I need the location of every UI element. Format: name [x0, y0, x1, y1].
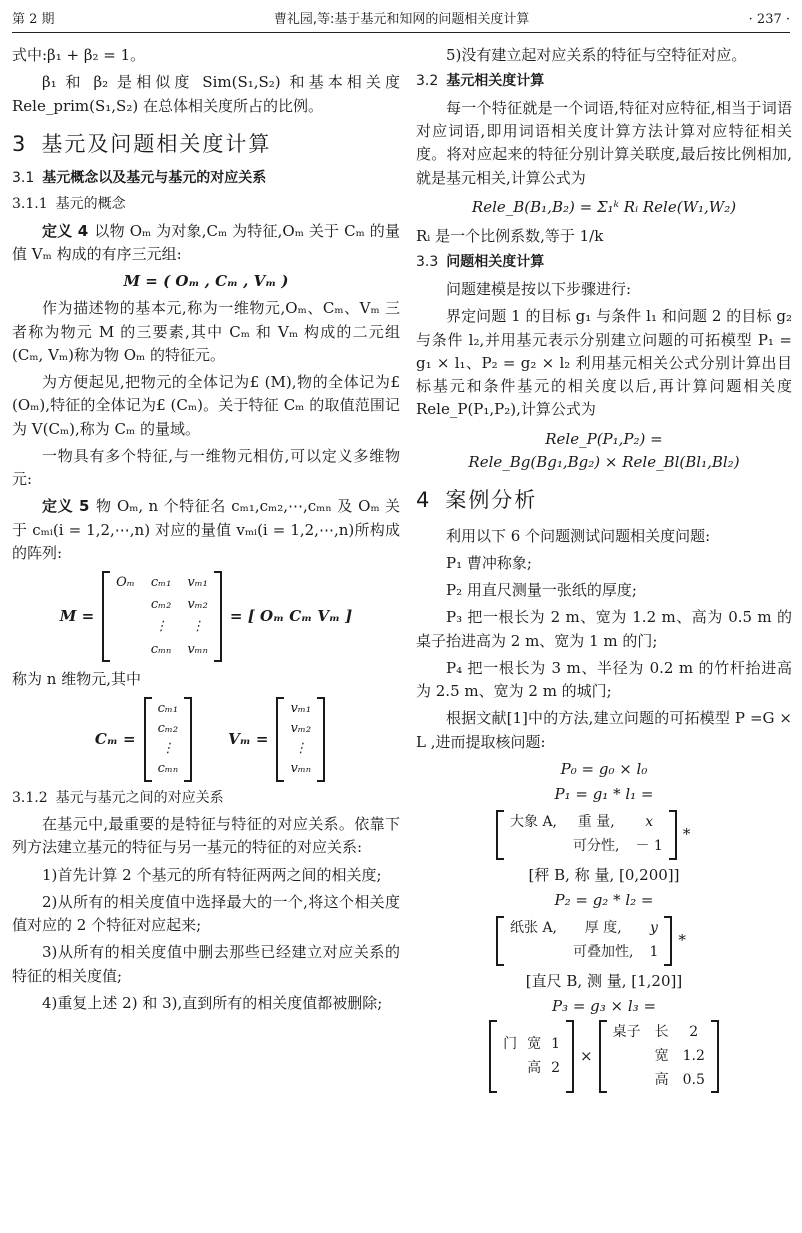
case-item: P₃ 把一根长为 2 m、宽为 1.2 m、高为 0.5 m 的桌子抬进高为 2 m、宽为 1 m 的门; — [416, 608, 792, 650]
matrix-cell: vₘₙ — [187, 641, 208, 657]
equation-P3: P₃ = g₃ × l₃ = — [551, 996, 657, 1015]
matrix-cell: vₘ₂ — [187, 597, 208, 613]
step-item: 3)从所有的相关度值中删去那些已经建立对应关系的特征的相关度值; — [12, 943, 400, 985]
vector-cell: cₘ₂ — [157, 721, 179, 737]
right-bracket — [317, 697, 325, 782]
right-column — [416, 44, 792, 1099]
matrix-cell: cₘₙ — [150, 641, 172, 657]
matrix-lhs: M = — [59, 606, 95, 625]
block-cell: 重 量, — [577, 814, 615, 831]
block-cell: y — [649, 920, 658, 937]
block-cell: 2 — [551, 1059, 561, 1076]
block-cell: 高 — [527, 1059, 542, 1076]
paragraph: 在基元中,最重要的是特征与特征的对应关系。依靠下列方法建立基元的特征与另一基元的特征的对应关系: — [12, 815, 400, 857]
subsection-number: 3.3 — [416, 254, 439, 271]
subsubsection-heading-3-1-2 — [12, 788, 400, 810]
paragraph: 问题建模是按以下步骤进行: — [446, 280, 632, 299]
block-cell: 0.5 — [682, 1071, 705, 1088]
block-cell — [510, 942, 557, 964]
matrix-cell — [116, 640, 135, 660]
left-bracket — [496, 810, 504, 859]
definition-label: 定义 5 — [42, 497, 90, 516]
paragraph: 一物具有多个特征,与一维物元相仿,可以定义多维物元: — [12, 446, 400, 489]
table-block — [607, 1020, 711, 1093]
block-cell: 高 — [654, 1071, 669, 1088]
vector-cell: ⋮ — [294, 741, 308, 757]
matrix-cell: cₘ₁ — [150, 575, 172, 591]
left-bracket — [144, 697, 152, 782]
matrix-cell: Oₘ — [116, 575, 135, 591]
matrix-rhs: = [ Oₘ Cₘ Vₘ ] — [229, 606, 353, 625]
matrix-cell — [116, 595, 135, 615]
times-operator: × — [580, 1047, 593, 1066]
matrix-cell: vₘ₁ — [187, 575, 208, 591]
basic-element-block-3 — [416, 1020, 792, 1093]
block-cell: 宽 — [654, 1047, 669, 1064]
right-bracket — [214, 571, 222, 662]
case-item: P₁ 曹冲称象; — [446, 553, 532, 572]
equation-P2: P₂ = g₂ * l₂ = — [554, 891, 654, 910]
matrix-cell: cₘ₂ — [150, 597, 172, 613]
subsubsection-heading-3-1-1 — [12, 194, 400, 216]
paragraph: 为方便起见,把物元的全体记为£ (M),物的全体记为£ (Oₘ),特征的全体记为£ (Cₘ)。关于特征 Cₘ 的取值范围记为 V(Cₘ),称为 Cₘ 的量域。 — [12, 373, 400, 438]
subsection-heading-3-2 — [416, 71, 792, 93]
paragraph: 每一个特征就是一个词语,特征对应特征,相当于词语对应词语,即用词语相关度计算方法计算对应特征相关度。将对应起来的特征分别计算关联度,最后按比例相加,就是基元相关,计算公式为 — [416, 98, 792, 187]
definition-text: 以物 Oₘ 为对象,Cₘ 为特征,Oₘ 关于 Cₘ 的量值 Vₘ 构成的有序三元组: — [12, 221, 400, 263]
paragraph: 称为 n 维物元,其中 — [12, 669, 141, 688]
step-item: 2)从所有的相关度值中选择最大的一个,将这个相关度值对应的 2 个特征对应起来; — [12, 892, 400, 935]
paragraph: 根据文献[1]中的方法,建立问题的可拓模型 P =G × L ,进而提取核问题: — [416, 709, 792, 751]
block-cell: 1 — [649, 943, 659, 960]
vector-C-lhs: Cₘ = — [94, 729, 136, 748]
section-heading-3 — [12, 128, 400, 161]
formula-rele-P-lhs: Rele_P(P₁,P₂) = — [545, 429, 663, 448]
block-cell: 大象 A, — [510, 814, 558, 831]
left-bracket — [599, 1020, 607, 1093]
block-cell — [613, 1046, 641, 1068]
subsection-title: 问题相关度计算 — [446, 254, 545, 271]
subsubsection-title: 基元与基元之间的对应关系 — [55, 789, 224, 806]
step-item: 4)重复上述 2) 和 3),直到所有的相关度值都被删除; — [42, 993, 383, 1012]
section-number: 3 — [12, 131, 28, 156]
block-cell: 纸张 A, — [510, 920, 558, 937]
equation-P0: P₀ = g₀ × l₀ — [560, 759, 648, 778]
vector-cell: cₘₙ — [157, 761, 179, 777]
left-column — [12, 44, 400, 1019]
star-operator: * — [678, 931, 686, 950]
block-body — [504, 916, 664, 965]
subsubsection-number: 3.1.2 — [12, 789, 48, 806]
vectors-C-V — [12, 697, 400, 782]
basic-element-line-1: [秤 B, 称 量, [0,200]] — [528, 865, 680, 884]
subsection-title: 基元相关度计算 — [446, 73, 545, 90]
basic-element-block-1 — [496, 810, 792, 859]
matrix-cell: ⋮ — [191, 619, 205, 635]
left-bracket — [276, 697, 284, 782]
subsubsection-title: 基元的概念 — [55, 195, 126, 212]
block-cell — [613, 1070, 641, 1092]
star-operator: * — [682, 825, 691, 844]
block-cell: x — [645, 814, 654, 831]
step-item: 5)没有建立起对应关系的特征与空特征对应。 — [446, 46, 747, 64]
formula-rele-P-rhs: Rele_Bg(Bg₁,Bg₂) × Rele_Bl(Bl₁,Bl₂) — [468, 452, 740, 471]
step-item: 1)首先计算 2 个基元的所有特征两两之间的相关度; — [42, 865, 382, 884]
right-bracket — [711, 1020, 719, 1093]
vector-V-lhs: Vₘ = — [228, 729, 269, 748]
paragraph: Rᵢ 是一个比例系数,等于 1/k — [416, 227, 604, 246]
block-cell: 厚 度, — [584, 920, 622, 937]
right-bracket — [669, 810, 677, 859]
running-header — [12, 8, 790, 33]
block-cell: 长 — [654, 1024, 669, 1041]
paragraph: β₁ 和 β₂ 是相似度 Sim(S₁,S₂) 和基本相关度 Rele_prim(S₁,S₂) 在总体相关度所占的比例。 — [12, 73, 400, 115]
matrix-M — [12, 571, 400, 662]
matrix-body — [110, 571, 214, 662]
block-cell: 桌子 — [612, 1024, 641, 1041]
left-bracket — [489, 1020, 497, 1093]
vector-cell: vₘₙ — [290, 761, 312, 777]
matrix-cell: ⋮ — [154, 619, 168, 635]
vector-C — [152, 697, 185, 782]
vector-V — [284, 697, 317, 782]
paragraph: 作为描述物的基本元,称为一维物元,Oₘ、Cₘ、Vₘ 三者称为物元 M 的三要素,其中 Cₘ 和 Vₘ 构成的二元组(Cₘ, Vₘ)称为物 Oₘ 的特征元。 — [12, 299, 400, 364]
equation-P1: P₁ = g₁ * l₁ = — [554, 785, 654, 804]
vector-cell: vₘ₂ — [290, 721, 312, 737]
left-bracket — [102, 571, 110, 662]
block-cell: 门 — [503, 1036, 518, 1053]
block-body — [504, 810, 669, 859]
block-cell: 可叠加性, — [573, 943, 634, 960]
block-cell: － 1 — [635, 838, 663, 855]
definition-text: 物 Oₘ, n 个特征名 cₘ₁,cₘ₂,⋯,cₘₙ 及 Oₘ 关于 cₘᵢ(i = 1,2,⋯,n) 对应的量值 vₘᵢ(i = 1,2,⋯,n)所构成的阵列: — [12, 497, 400, 562]
subsubsection-number: 3.1.1 — [12, 195, 48, 212]
basic-element-block-2 — [496, 916, 792, 965]
vector-cell: cₘ₁ — [157, 700, 179, 716]
section-title: 案例分析 — [445, 488, 538, 513]
formula-rele-B: Rele_B(B₁,B₂) = Σ₁ᵏ Rᵢ Rele(W₁,W₂) — [471, 197, 737, 216]
right-bracket — [664, 916, 672, 965]
paragraph: 利用以下 6 个问题测试问题相关度问题: — [446, 526, 711, 545]
case-item: P₂ 用直尺测量一张纸的厚度; — [446, 581, 637, 600]
section-number: 4 — [416, 488, 432, 513]
door-block — [497, 1032, 566, 1081]
issue-number: 第 2 期 — [12, 11, 55, 27]
block-cell — [503, 1058, 517, 1080]
case-item: P₄ 把一根长为 3 m、半径为 0.2 m 的竹杆抬进高为 2.5 m、宽为 2 m 的城门; — [416, 658, 792, 701]
formula-M: M = ( Oₘ , Cₘ , Vₘ ) — [123, 272, 289, 291]
section-heading-4 — [416, 484, 792, 517]
definition-4 — [12, 220, 400, 267]
basic-element-line-2: [直尺 B, 测 量, [1,20]] — [525, 971, 683, 990]
section-title: 基元及问题相关度计算 — [41, 131, 272, 156]
subsection-heading-3-3 — [416, 252, 792, 274]
definition-label: 定义 4 — [42, 221, 89, 240]
paragraph: 式中:β₁ + β₂ = 1。 — [12, 46, 146, 64]
block-cell: 可分性, — [573, 838, 620, 855]
right-bracket — [566, 1020, 574, 1093]
paragraph: 界定问题 1 的目标 g₁ 与条件 l₁ 和问题 2 的目标 g₂ 与条件 l₂,并用基元表示分别建立问题的可拓模型 P₁ = g₁ × l₁、P₂ = g₂ × l₂ 利用基元相关公式分别计算出目标基元和条件基元的相关度以后,再计算问题相关度 Rele_P(P₁,P₂),计算公式为 — [416, 307, 792, 419]
running-title: 曹礼园,等:基于基元和知网的问题相关度计算 — [273, 11, 530, 27]
subsection-number: 3.2 — [416, 73, 439, 90]
subsection-number: 3.1 — [12, 170, 35, 187]
definition-5 — [12, 495, 400, 565]
right-bracket — [184, 697, 192, 782]
subsection-heading-3-1 — [12, 168, 400, 190]
block-cell: 1 — [551, 1036, 561, 1053]
subsection-title: 基元概念以及基元与基元的对应关系 — [42, 170, 267, 187]
block-cell: 1.2 — [682, 1047, 705, 1064]
block-cell — [510, 836, 557, 858]
vector-cell: ⋮ — [161, 741, 175, 757]
left-bracket — [496, 916, 504, 965]
matrix-cell — [116, 617, 135, 637]
block-cell: 宽 — [527, 1036, 542, 1053]
page-number: · 237 · — [748, 11, 790, 27]
block-cell: 2 — [689, 1024, 699, 1041]
vector-cell: vₘ₁ — [290, 700, 312, 716]
